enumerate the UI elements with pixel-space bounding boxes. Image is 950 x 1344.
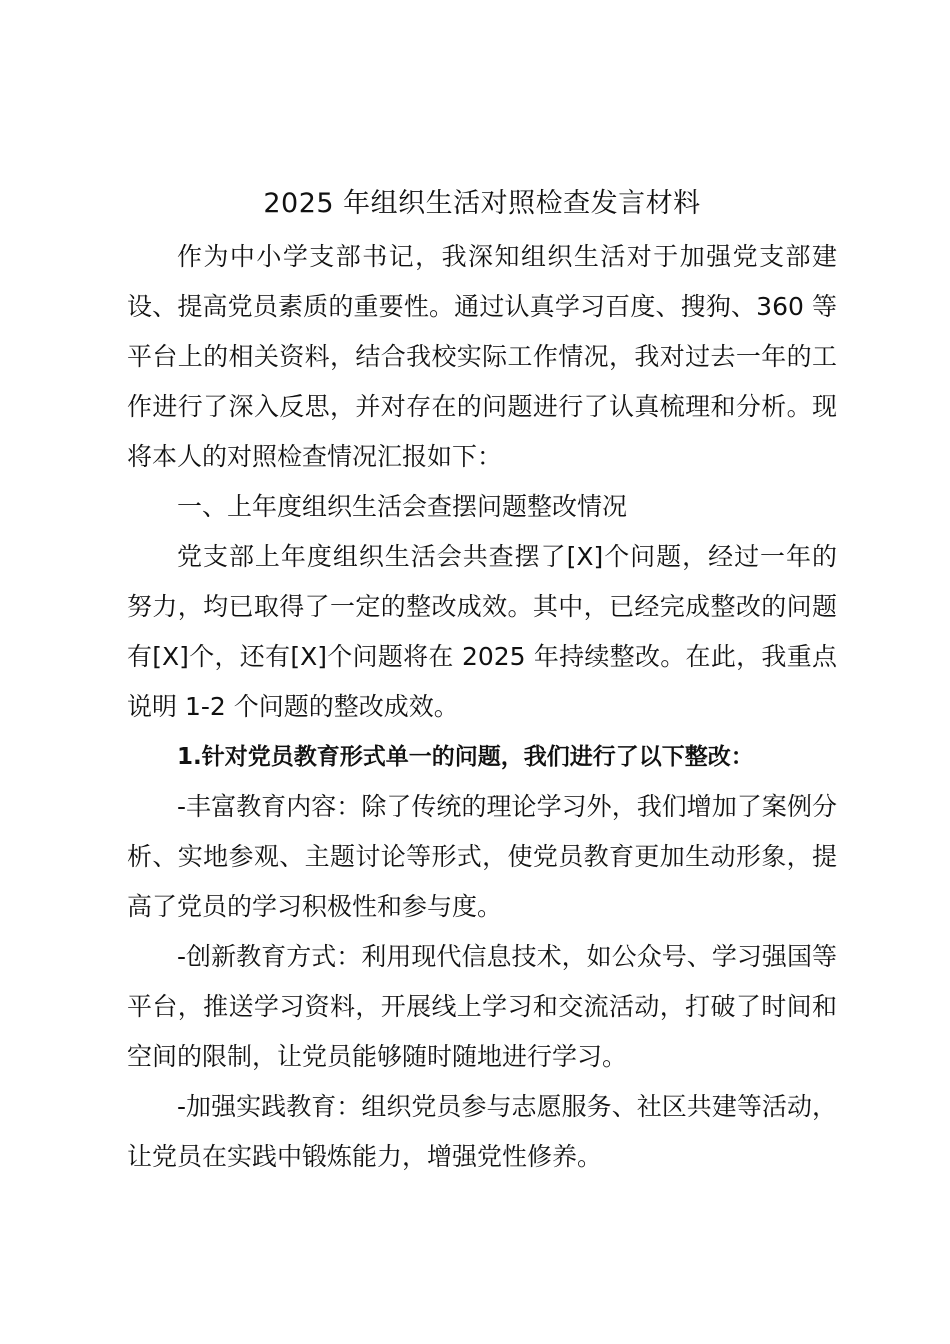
rectification-summary-paragraph: 党支部上年度组织生活会共查摆了[X]个问题，经过一年的努力，均已取得了一定的整改成效。其中，已经完成整改的问题有[X]个，还有[X]个问题将在 2025 年持续整改。在此，我重点说明 1-2 个问题的整改成效。 <box>127 542 837 721</box>
document-title: 2025 年组织生活对照检查发言材料 <box>263 188 701 219</box>
list-item-innovate-methods: -创新教育方式：利用现代信息技术，如公众号、学习强国等平台，推送学习资料，开展线上学习和交流活动，打破了时间和空间的限制，让党员能够随时随地进行学习。 <box>127 942 837 1071</box>
document-body <box>127 182 837 1182</box>
intro-paragraph: 作为中小学支部书记，我深知组织生活对于加强党支部建设、提高党员素质的重要性。通过认真学习百度、搜狗、360 等平台上的相关资料，结合我校实际工作情况，我对过去一年的工作进行了深入反思，并对存在的问题进行了认真梳理和分析。现将本人的对照检查情况汇报如下： <box>127 242 837 471</box>
section-heading: 一、上年度组织生活会查摆问题整改情况 <box>177 492 628 521</box>
subsection-heading: 1.针对党员教育形式单一的问题，我们进行了以下整改： <box>177 744 754 770</box>
list-item-enrich-content: -丰富教育内容：除了传统的理论学习外，我们增加了案例分析、实地参观、主题讨论等形式，使党员教育更加生动形象，提高了党员的学习积极性和参与度。 <box>127 792 837 921</box>
list-item-practice-education: -加强实践教育：组织党员参与志愿服务、社区共建等活动，让党员在实践中锻炼能力，增强党性修养。 <box>127 1092 837 1171</box>
